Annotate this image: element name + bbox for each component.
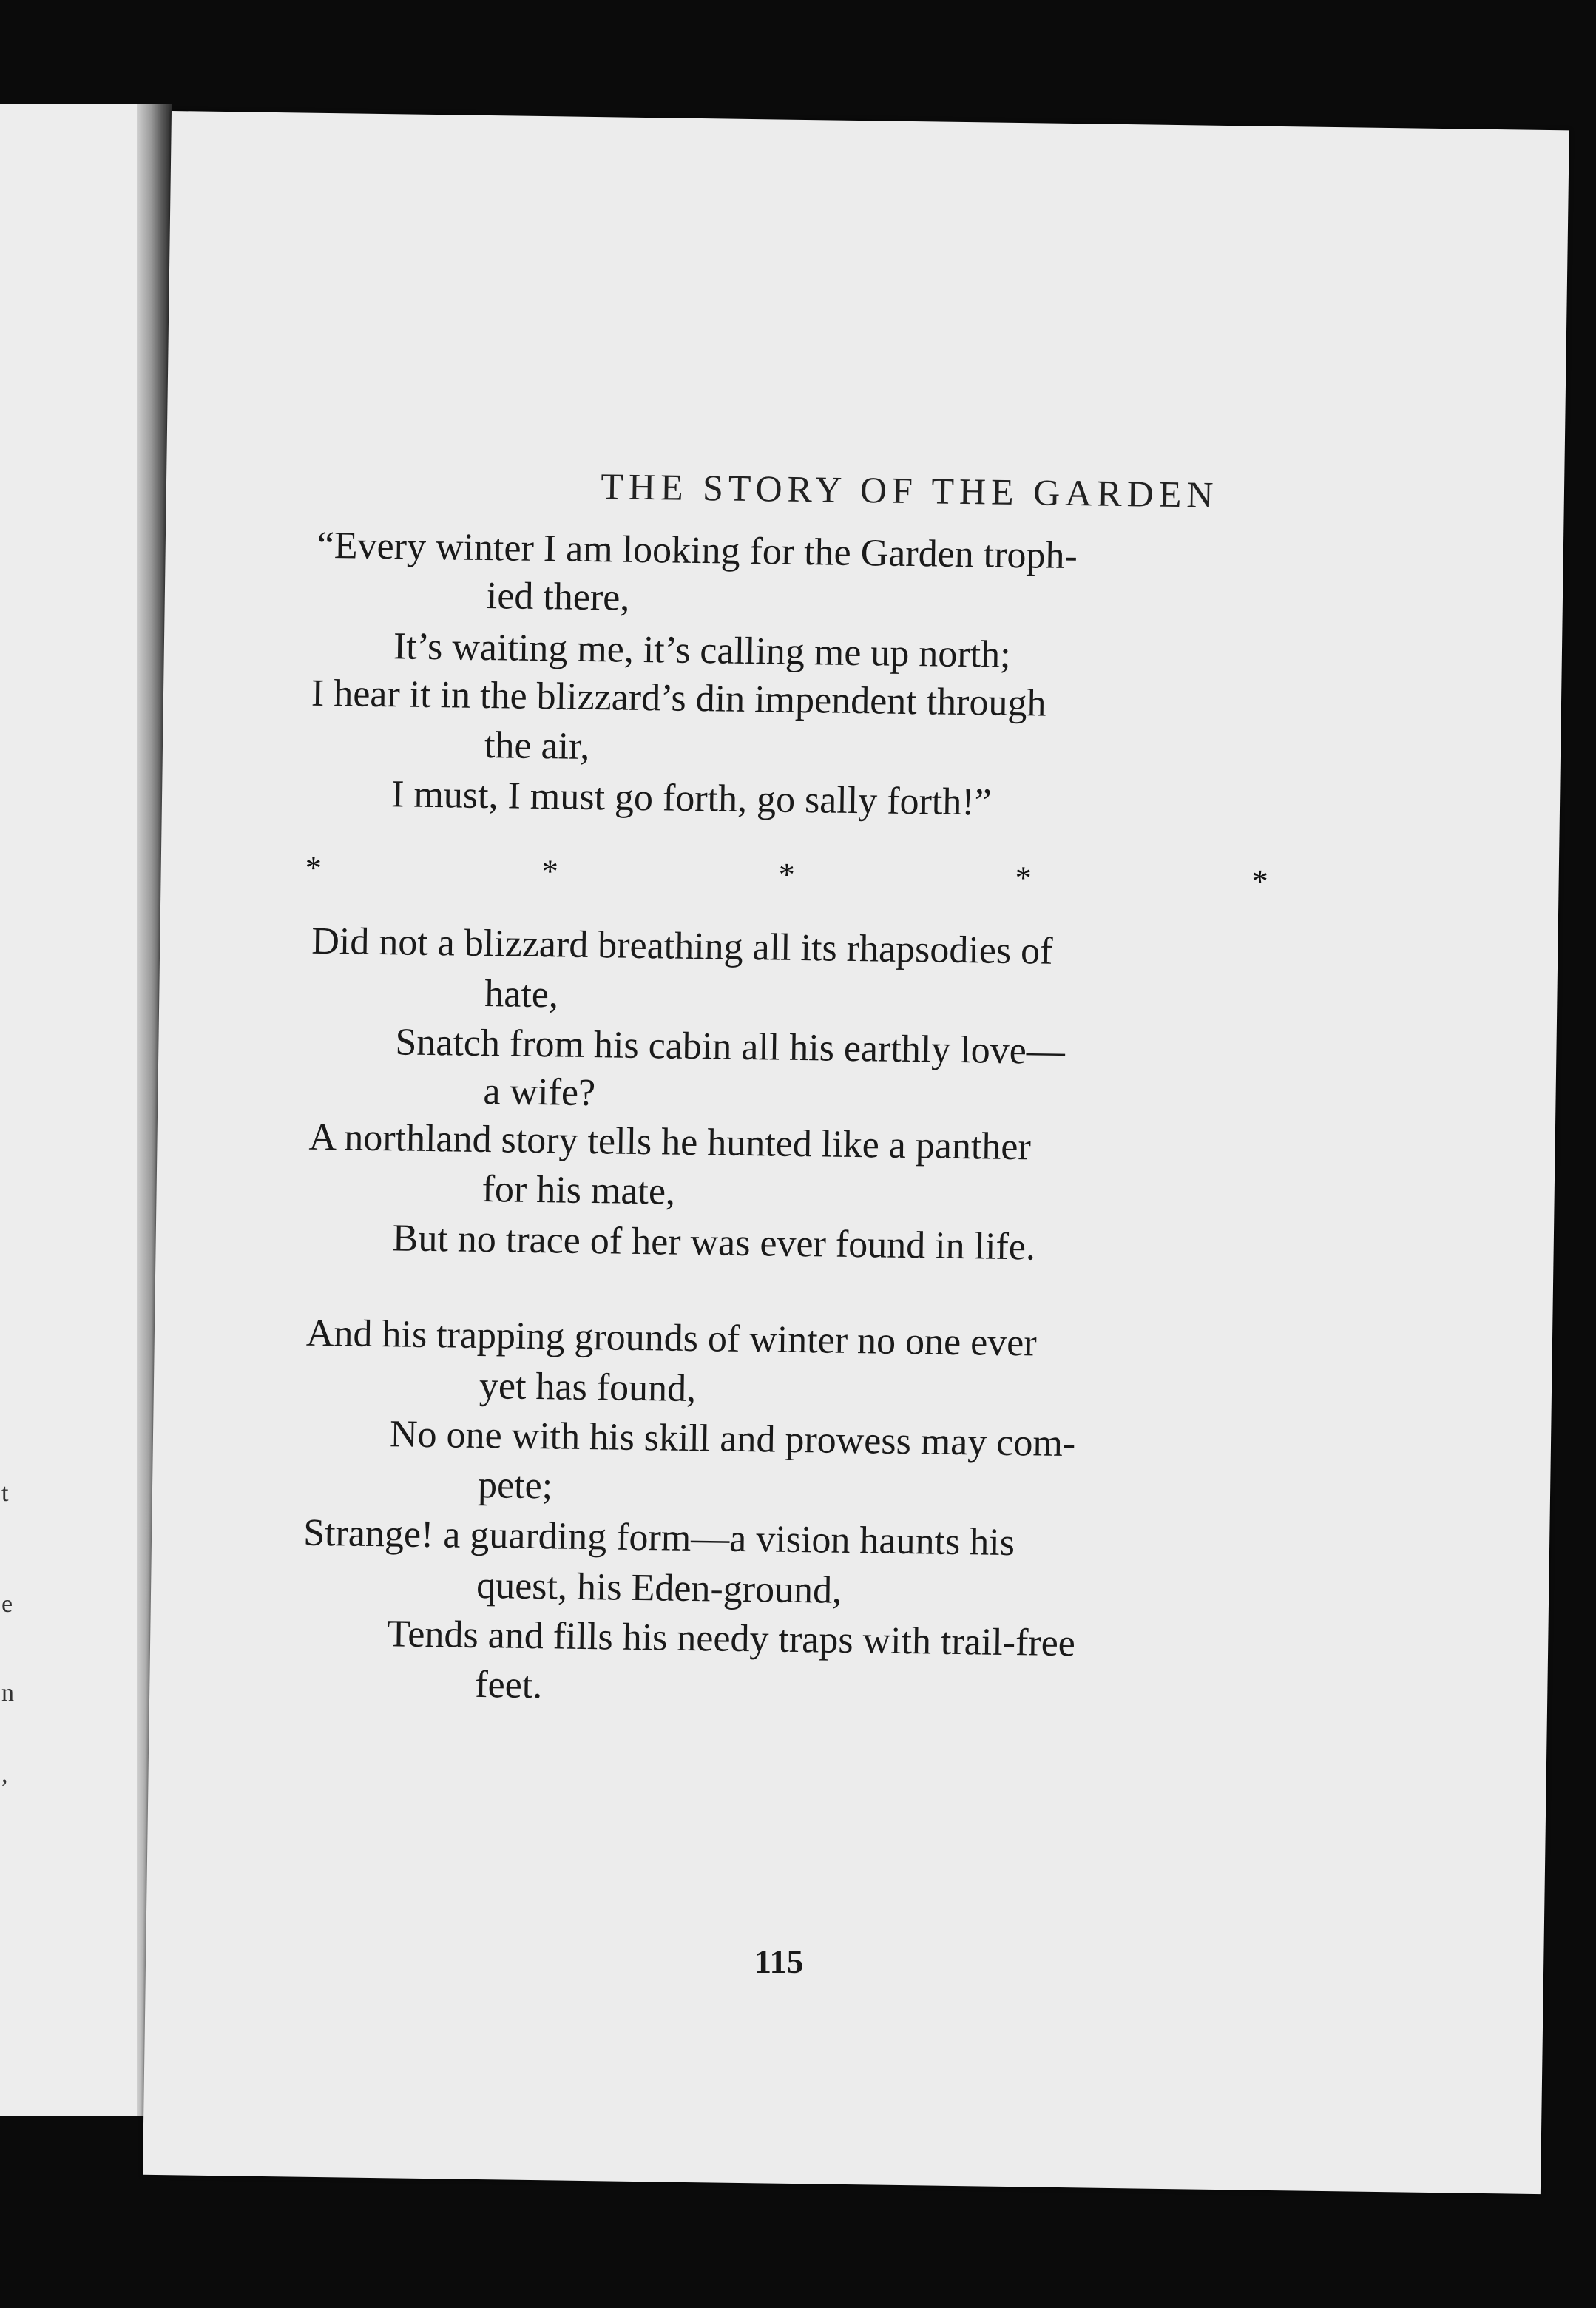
margin-glyph: ,	[1, 1761, 8, 1788]
poem-line: But no trace of her was ever found in life.	[392, 1217, 1036, 1269]
book-page	[143, 111, 1569, 2194]
margin-glyph: n	[1, 1679, 14, 1707]
page-number: 115	[754, 1943, 804, 1980]
section-separator-star: *	[541, 853, 559, 890]
poem-line: Did not a blizzard breathing all its rhapsodies of	[311, 920, 1053, 973]
poem-line: Strange! a guarding form—a vision haunts his	[302, 1511, 1015, 1565]
poem-line: quest, his Eden-ground,	[476, 1564, 842, 1612]
section-separator-star: *	[1251, 863, 1268, 900]
margin-glyph: t	[1, 1479, 9, 1507]
section-separator-star: *	[778, 856, 796, 893]
poem-line: feet.	[474, 1663, 543, 1707]
section-separator-star: *	[1015, 860, 1032, 897]
poem-line: And his trapping grounds of winter no one ever	[305, 1312, 1038, 1365]
section-separator-star: *	[305, 849, 322, 886]
poem-line: It’s waiting me, it’s calling me up north;	[393, 625, 1012, 676]
poem-line: for his mate,	[481, 1168, 676, 1213]
poem-line: pete;	[477, 1463, 553, 1508]
poem-line: “Every winter I am looking for the Garden troph-	[317, 524, 1078, 578]
poem-line: A northland story tells he hunted like a panther	[308, 1116, 1032, 1169]
poem-line: yet has found,	[479, 1364, 697, 1411]
poem-line: Tends and fills his needy traps with trail-free	[386, 1613, 1076, 1665]
poem-line: No one with his skill and prowess may com-	[389, 1413, 1076, 1465]
poem-line: hate,	[484, 973, 559, 1016]
poem-line: the air,	[484, 723, 590, 768]
poem-line: Snatch from his cabin all his earthly love—	[395, 1021, 1066, 1073]
poem-line: ied there,	[486, 575, 630, 619]
margin-glyph: e	[1, 1590, 13, 1618]
poem-line: I hear it in the blizzard’s din impendent through	[311, 672, 1046, 725]
poem-line: I must, I must go forth, go sally forth!”	[390, 773, 993, 824]
page-heading: THE STORY OF THE GARDEN	[601, 465, 1219, 516]
poem-line: a wife?	[483, 1070, 596, 1115]
facing-page-edge	[0, 104, 148, 2116]
